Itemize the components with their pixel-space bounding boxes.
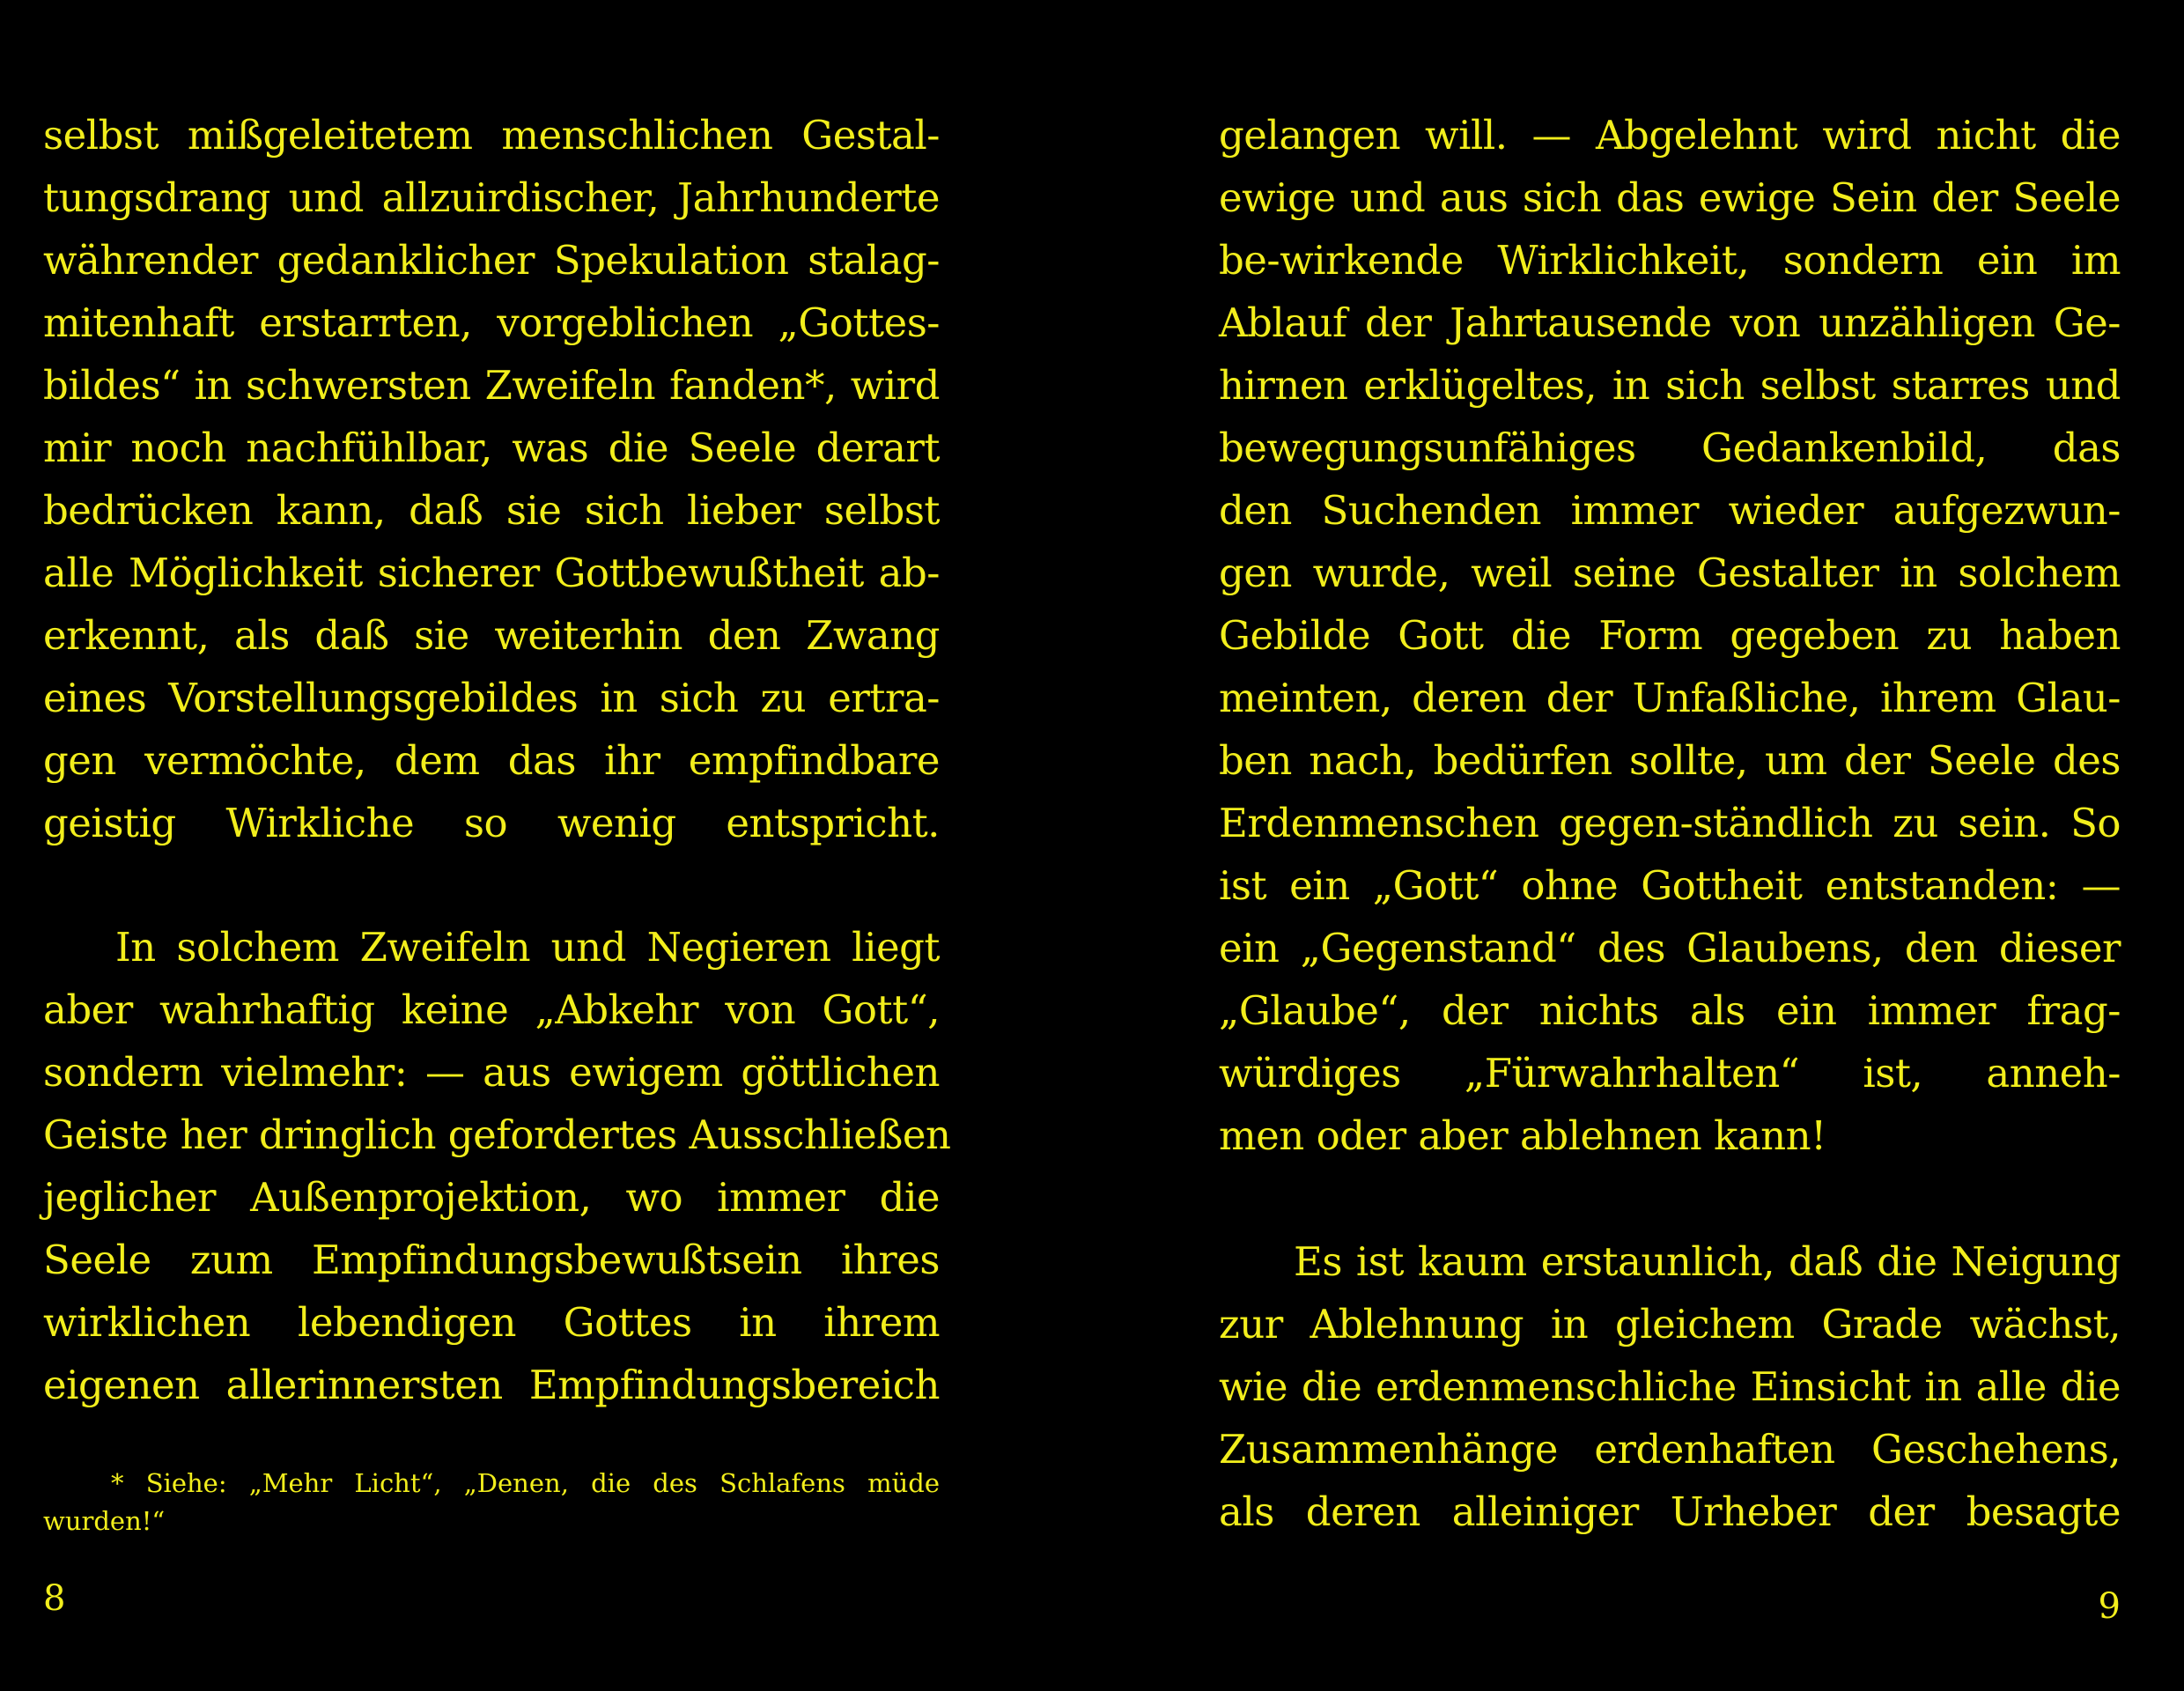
text-line: wie die erdenmenschliche Einsicht in alle die	[1219, 1363, 2121, 1410]
text-line: In solchem Zweifeln und Negieren liegt	[115, 924, 940, 971]
text-line: bildes“ in schwersten Zweifeln fanden*, wird	[43, 362, 940, 409]
text-line: alle Möglichkeit sicherer Gottbewußtheit ab-	[43, 550, 940, 596]
text-line: bedrücken kann, daß sie sich lieber selbst	[43, 487, 940, 534]
right-paragraph-2	[1219, 1230, 2121, 1543]
text-line: ist ein „Gott“ ohne Gottheit entstanden: —	[1219, 862, 2121, 909]
text-line: aber wahrhaftig keine „Abkehr von Gott“,	[43, 986, 940, 1033]
text-line: be-wirkende Wirklichkeit, sondern ein im	[1219, 237, 2121, 284]
text-line: jeglicher Außenprojektion, wo immer die	[43, 1174, 940, 1221]
text-line: sondern vielmehr: — aus ewigem göttlichen	[43, 1049, 940, 1096]
text-line: hirnen erklügeltes, in sich selbst starres und	[1219, 362, 2121, 409]
text-line: „Glaube“, der nichts als ein immer frag-	[1219, 987, 2121, 1034]
text-line: ben nach, bedürfen sollte, um der Seele des	[1219, 737, 2121, 784]
text-line: men oder aber ablehnen kann!	[1219, 1112, 1826, 1159]
text-line: Erdenmenschen gegen-ständlich zu sein. So	[1219, 800, 2121, 846]
right-paragraph-1	[1219, 104, 2121, 1167]
text-line: Ablauf der Jahrtausende von unzähligen Ge-	[1219, 299, 2121, 346]
text-line: geistig Wirkliche so wenig entspricht.	[43, 800, 940, 846]
text-line: ein „Gegenstand“ des Glaubens, den dieser	[1219, 925, 2121, 971]
text-line: gen wurde, weil seine Gestalter in solchem	[1219, 550, 2121, 596]
text-line: selbst mißgeleitetem menschlichen Gestal-	[43, 112, 940, 159]
text-line: gen vermöchte, dem das ihr empfindbare	[43, 737, 940, 784]
footnote-line: wurden!“	[43, 1506, 166, 1536]
text-line: bewegungsunfähiges Gedankenbild, das	[1219, 425, 2121, 471]
text-line: ewige und aus sich das ewige Sein der Seele	[1219, 174, 2121, 221]
text-line: eigenen allerinnersten Empfindungsbereich	[43, 1362, 940, 1408]
text-line: Geiste her dringlich gefordertes Ausschließen	[43, 1111, 951, 1158]
text-line: mitenhaft erstarrten, vorgeblichen „Gottes-	[43, 299, 940, 346]
left-paragraph-1	[43, 104, 940, 854]
footnote-line: * Siehe: „Mehr Licht“, „Denen, die des Schlafens müde	[111, 1468, 940, 1498]
text-line: Gebilde Gott die Form gegeben zu haben	[1219, 612, 2121, 659]
text-line: währender gedanklicher Spekulation stalag-	[43, 237, 940, 284]
text-line: meinten, deren der Unfaßliche, ihrem Glau-	[1219, 675, 2121, 721]
page-number: 9	[2098, 1586, 2121, 1627]
text-line: den Suchenden immer wieder aufgezwun-	[1219, 487, 2121, 534]
text-line: würdiges „Fürwahrhalten“ ist, anneh-	[1219, 1050, 2121, 1097]
text-line: gelangen will. — Abgelehnt wird nicht die	[1219, 112, 2121, 159]
text-line: als deren alleiniger Urheber der besagte	[1219, 1488, 2121, 1535]
text-line: Zusammenhänge erdenhaften Geschehens,	[1219, 1426, 2121, 1473]
footnote	[43, 1465, 940, 1540]
left-paragraph-2	[43, 916, 951, 1416]
text-line: mir noch nachfühlbar, was die Seele derart	[43, 425, 940, 471]
text-line: wirklichen lebendigen Gottes in ihrem	[43, 1299, 940, 1346]
text-line: eines Vorstellungsgebildes in sich zu ertra-	[43, 675, 940, 721]
text-line: zur Ablehnung in gleichem Grade wächst,	[1219, 1301, 2121, 1348]
page-number: 8	[43, 1578, 66, 1619]
text-line: erkennt, als daß sie weiterhin den Zwang	[43, 612, 940, 659]
text-line: tungsdrang und allzuirdischer, Jahrhunderte	[43, 174, 940, 221]
text-line: Seele zum Empfindungsbewußtsein ihres	[43, 1237, 940, 1283]
text-line: Es ist kaum erstaunlich, daß die Neigung	[1294, 1238, 2121, 1285]
